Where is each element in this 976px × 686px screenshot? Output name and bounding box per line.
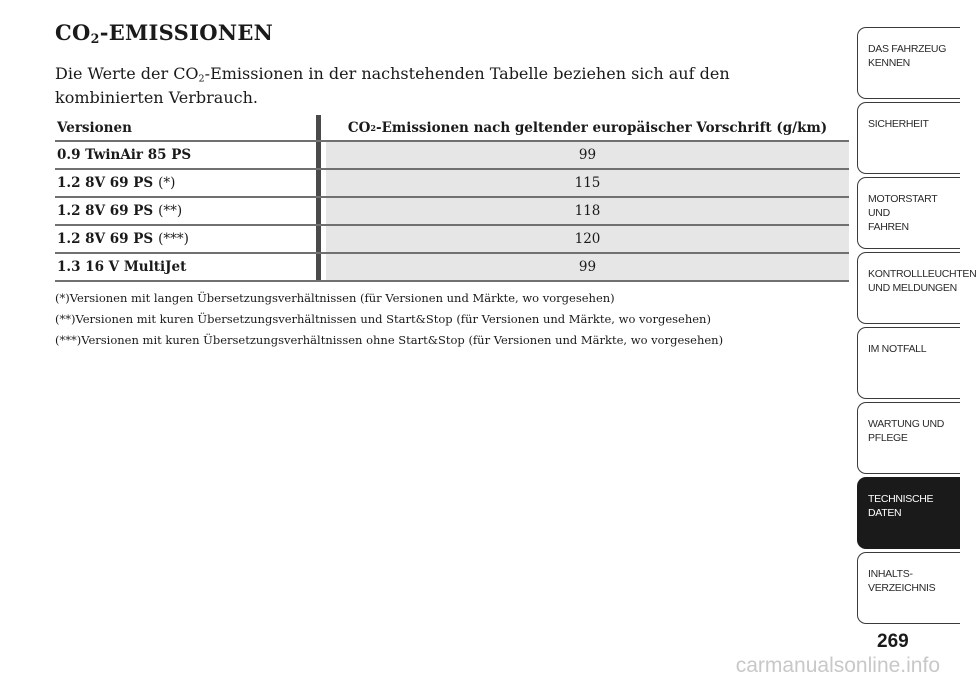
- emission-value: 120: [326, 226, 849, 252]
- version-cell: 1.2 8V 69 PS (**): [55, 198, 321, 224]
- footnote: (***)Versionen mit kuren Übersetzungsverhältnissen ohne Start&Stop (für Versionen und Märkte, wo vorgesehen): [55, 333, 724, 347]
- tab-inhaltsverzeichnis[interactable]: INHALTS- VERZEICHNIS: [857, 552, 960, 624]
- version-cell: 1.2 8V 69 PS (*): [55, 170, 321, 196]
- intro-text: Die Werte der $CO_2$-Emissionen in der nachstehenden Tabelle beziehen sich auf den kombinierten Verbrauch.: [55, 64, 730, 108]
- header-versionen: Versionen: [55, 115, 321, 140]
- table-header-row: [55, 115, 849, 142]
- table-row: [55, 226, 849, 254]
- header-emissions: CO 2 -Emissionen nach geltender europäischer Vorschrift (g/km): [326, 115, 849, 140]
- chapter-tabs: [857, 27, 976, 627]
- page-title: $CO_2$-EMISSIONEN: [55, 20, 274, 47]
- emission-value: 118: [326, 198, 849, 224]
- footnotes: [55, 292, 835, 355]
- footnote: (*)Versionen mit langen Übersetzungsverhältnissen (für Versionen und Märkte, wo vorgesehen): [55, 291, 615, 305]
- footnote: (**)Versionen mit kuren Übersetzungsverhältnissen und Start&Stop (für Versionen und Märkte, wo vorgesehen): [55, 312, 711, 326]
- watermark: carmanualsonline.info: [735, 654, 940, 677]
- table-row: [55, 142, 849, 170]
- tab-kontrollleuchten[interactable]: KONTROLLLEUCHTEN UND MELDUNGEN: [857, 252, 960, 324]
- version-cell: 1.2 8V 69 PS (***): [55, 226, 321, 252]
- tab-technische-daten[interactable]: TECHNISCHE DATEN: [857, 477, 960, 549]
- emissions-table: [55, 115, 849, 282]
- emission-value: 99: [326, 142, 849, 168]
- table-row: [55, 198, 849, 226]
- table-row: [55, 254, 849, 282]
- tab-im-notfall[interactable]: IM NOTFALL: [857, 327, 960, 399]
- tab-das-fahrzeug-kennen[interactable]: DAS FAHRZEUG KENNEN: [857, 27, 960, 99]
- tab-wartung-und-pflege[interactable]: WARTUNG UND PFLEGE: [857, 402, 960, 474]
- version-cell: 0.9 TwinAir 85 PS: [55, 142, 321, 168]
- tab-motorstart-und-fahren[interactable]: MOTORSTART UND FAHREN: [857, 177, 960, 249]
- tab-sicherheit[interactable]: SICHERHEIT: [857, 102, 960, 174]
- version-cell: 1.3 16 V MultiJet: [55, 254, 321, 280]
- table-row: [55, 170, 849, 198]
- emission-value: 99: [326, 254, 849, 280]
- emission-value: 115: [326, 170, 849, 196]
- page-number: 269: [877, 631, 909, 652]
